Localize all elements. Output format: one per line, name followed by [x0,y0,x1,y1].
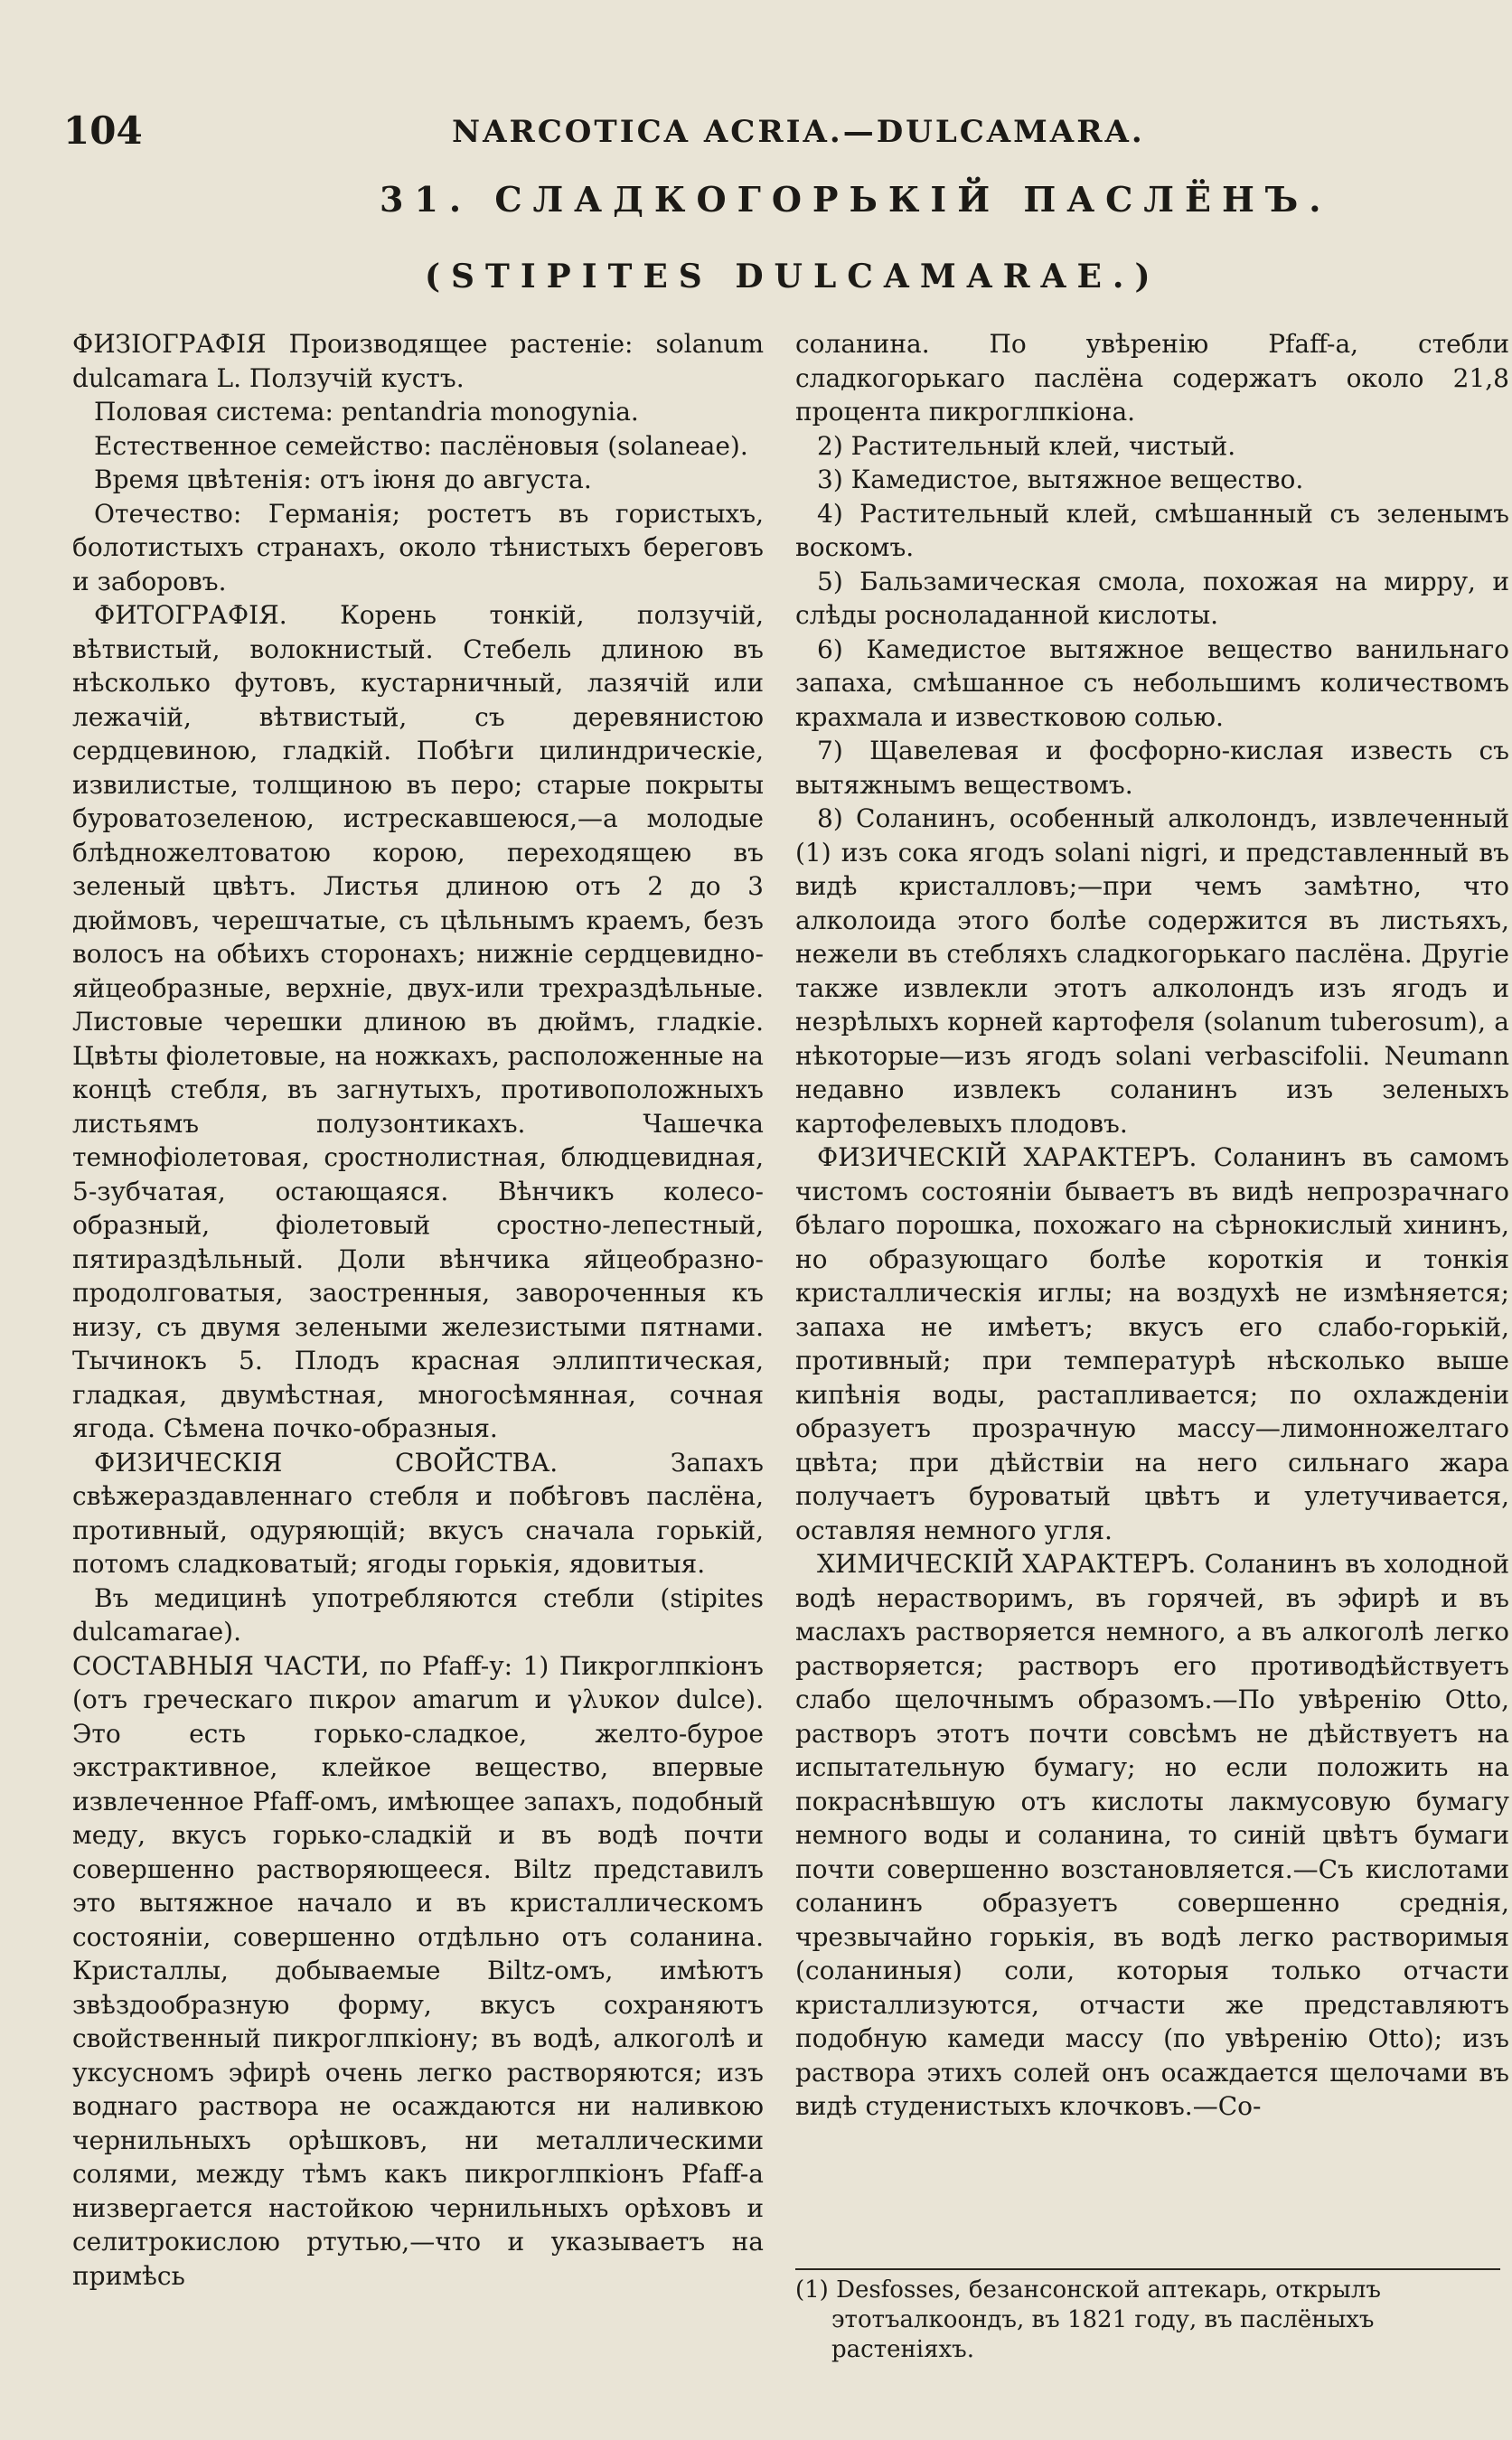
paragraph: Естественное семейство: паслёновыя (solaneae). [94,430,748,461]
paragraph: 2) Растительный клей, чистый. [817,430,1236,461]
paragraph: ХИМИЧЕСКІЙ ХАРАКТЕРЪ. Соланинъ въ холодной водѣ нерастворимъ, въ горячей, въ эфирѣ и въ маслахъ растворяется немного, а въ алкоголѣ легко растворяется; растворъ его противодѣйствуетъ слабо щелочнымъ образомъ.—По увѣренію Otto, растворъ этотъ почти совсѣмъ не дѣйствуетъ на испытательную бумагу; но если положить на покраснѣвшую отъ кислоты лакмусовую бумагу немного воды и соланина, то синій цвѣтъ бумаги почти совершенно возстановляется.—Съ кислотами соланинъ образуетъ совершенно среднія, чрезвычайно горькія, въ водѣ легко растворимыя (соланиныя) соли, которыя только отчасти кристаллизуются, отчасти же представляютъ подобную камеди массу (по увѣренію Otto); изъ раствора этихъ солей онъ осаждается щелочами въ видѣ студенистыхъ клочковъ.—Со- [795,1549,1509,2121]
page-header [63,108,1473,163]
paragraph: ФИЗІОГРАФІЯ Производящее растеніе: solanum dulcamara L. Ползучій кустъ. [72,329,764,393]
paragraph: СОСТАВНЫЯ ЧАСТИ, по Pfaff-у: 1) Пикроглпкіонъ (отъ греческаго πικρον amarum и γλυκον dulce). Это есть горько-сладкое, желто-бурое экстрактивное, клейкое вещество, впервые извлеченное Pfaff-омъ, имѣющее запахъ, подобный меду, вкусъ горько-сладкій и въ водѣ почти совершенно растворяющееся. Biltz представилъ это вытяжное начало и въ кристаллическомъ состояніи, совершенно отдѣльно отъ соланина. Кристаллы, добываемые Biltz-омъ, имѣютъ звѣздообразную форму, вкусъ сохраняютъ свойственный пикроглпкіону; въ водѣ, алкоголѣ и уксусномъ эфирѣ очень легко растворяются; изъ воднаго раствора не осаждаются ни наливкою чернильныхъ орѣшковъ, ни металлическими солями, между тѣмъ какъ пикроглпкіонъ Pfaff-а низвергается настойкою чернильныхъ орѣховъ и селитрокислою ртутью,—что и указываетъ на примѣсь [72,1650,764,2291]
footnote [795,2268,1500,2365]
running-title: NARCOTICA ACRIA.—DULCAMARA. [452,114,1145,150]
left-column [72,327,764,2293]
paragraph: Отечество: Германія; ростетъ въ гористыхъ, болотистыхъ странахъ, около тѣнистыхъ береговъ и заборовъ. [72,498,764,596]
paragraph: ФИТОГРАФІЯ. Корень тонкій, ползучій, вѣтвистый, волокнистый. Стебель длиною въ нѣсколько футовъ, кустарничный, лазячій или лежачій, вѣтвистый, съ деревянистою сердцевиною, гладкій. Побѣги цилиндрическіе, извилистые, толщиною въ перо; старые покрыты буроватозеленою, истрескавшеюся,—а молодые блѣдножелтоватою корою, переходящею въ зеленый цвѣтъ. Листья длиною отъ 2 до 3 дюймовъ, черешчатые, съ цѣльнымъ краемъ, безъ волосъ на обѣихъ сторонахъ; нижніе сердцевидно-яйцеобразные, верхніе, двух-или трехраздѣльные. Листовые черешки длиною въ дюймъ, гладкіе. Цвѣты фіолетовые, на ножкахъ, расположенные на концѣ стебля, въ загнутыхъ, противоположныхъ листьямъ полузонтикахъ. Чашечка темнофіолетовая, сростнолистная, блюдцевидная, 5-зубчатая, остающаяся. Вѣнчикъ колесо-образный, фіолетовый сростно-лепестный, пятираздѣльный. Доли вѣнчика яйцеобразно-продолговатыя, заостренныя, завороченныя къ низу, съ двумя зелеными железистыми пятнами. Тычинокъ 5. Плодъ красная эллиптическая, гладкая, двумѣстная, многосѣмянная, сочная ягода. Сѣмена почко-образныя. [72,600,764,1443]
right-column [795,327,1509,2124]
paragraph: соланина. По увѣренію Pfaff-а, стебли сладкогорькаго паслёна содержатъ около 21,8 процента пикроглпкіона. [795,329,1509,427]
paragraph: Время цвѣтенія: отъ іюня до августа. [94,465,592,494]
article-title: 31. СЛАДКОГОРЬКІЙ ПАСЛЁНЪ. [380,179,1332,220]
paragraph: 8) Соланинъ, особенный алколондъ, извлеченный (1) изъ сока ягодъ solani nigri, и представленный въ видѣ кристалловъ;—при чемъ замѣтно, что алколоида этого болѣе содержится въ листьяхъ, нежели въ стебляхъ сладкогорькаго паслёна. Другіе также извлекли этотъ алколондъ изъ ягодъ и незрѣлыхъ корней картофеля (solanum tuberosum), а нѣкоторые—изъ ягодъ solani verbascifolii. Neumann недавно извлекъ соланинъ изъ зеленыхъ картофелевыхъ плодовъ. [795,803,1509,1139]
page-number: 104 [63,108,143,153]
footnote-text: (1) Desfosses, безансонской аптекарь, открылъ этотъалкоондъ, въ 1821 году, въ паслёныхъ растеніяхъ. [795,2276,1381,2363]
paragraph: ФИЗИЧЕСКІЯ СВОЙСТВА. Запахъ свѣжераздавленнаго стебля и побѣговъ паслёна, противный, одуряющій; вкусъ сначала горькій, потомъ сладковатый; ягоды горькія, ядовитыя. [72,1447,764,1579]
paragraph: ФИЗИЧЕСКІЙ ХАРАКТЕРЪ. Соланинъ въ самомъ чистомъ состояніи бываетъ въ видѣ непрозрачнаго бѣлаго порошка, похожаго на сѣрнокислый хининъ, но образующаго болѣе короткія и тонкія кристаллическія иглы; на воздухѣ не измѣняется; запаха не имѣетъ; вкусъ его слабо-горькій, противный; при температурѣ нѣсколько выше кипѣнія воды, растапливается; по охлажденіи образуетъ прозрачную массу—лимонножелтаго цвѣта; при дѣйствіи на него сильнаго жара получаетъ буроватый цвѣтъ и улетучивается, оставляя немного угля. [795,1142,1509,1545]
paragraph: 6) Камедистое вытяжное вещество ванильнаго запаха, смѣшанное съ небольшимъ количествомъ крахмала и известковою солью. [795,633,1509,732]
paragraph: Въ медицинѣ употребляются стебли (stipites dulcamarae). [72,1582,764,1647]
article-subtitle: (STIPITES DULCAMARAE.) [425,258,1161,296]
paragraph: 4) Растительный клей, смѣшанный съ зеленымъ воскомъ. [795,498,1509,562]
paragraph: Половая система: pentandria monogynia. [94,397,639,427]
paragraph: 5) Бальзамическая смола, похожая на мирру, и слѣды росноладанной кислоты. [795,566,1509,630]
paragraph: 3) Камедистое, вытяжное вещество. [817,465,1304,494]
paragraph: 7) Щавелевая и фосфорно-кислая известь съ вытяжнымъ веществомъ. [795,736,1509,800]
